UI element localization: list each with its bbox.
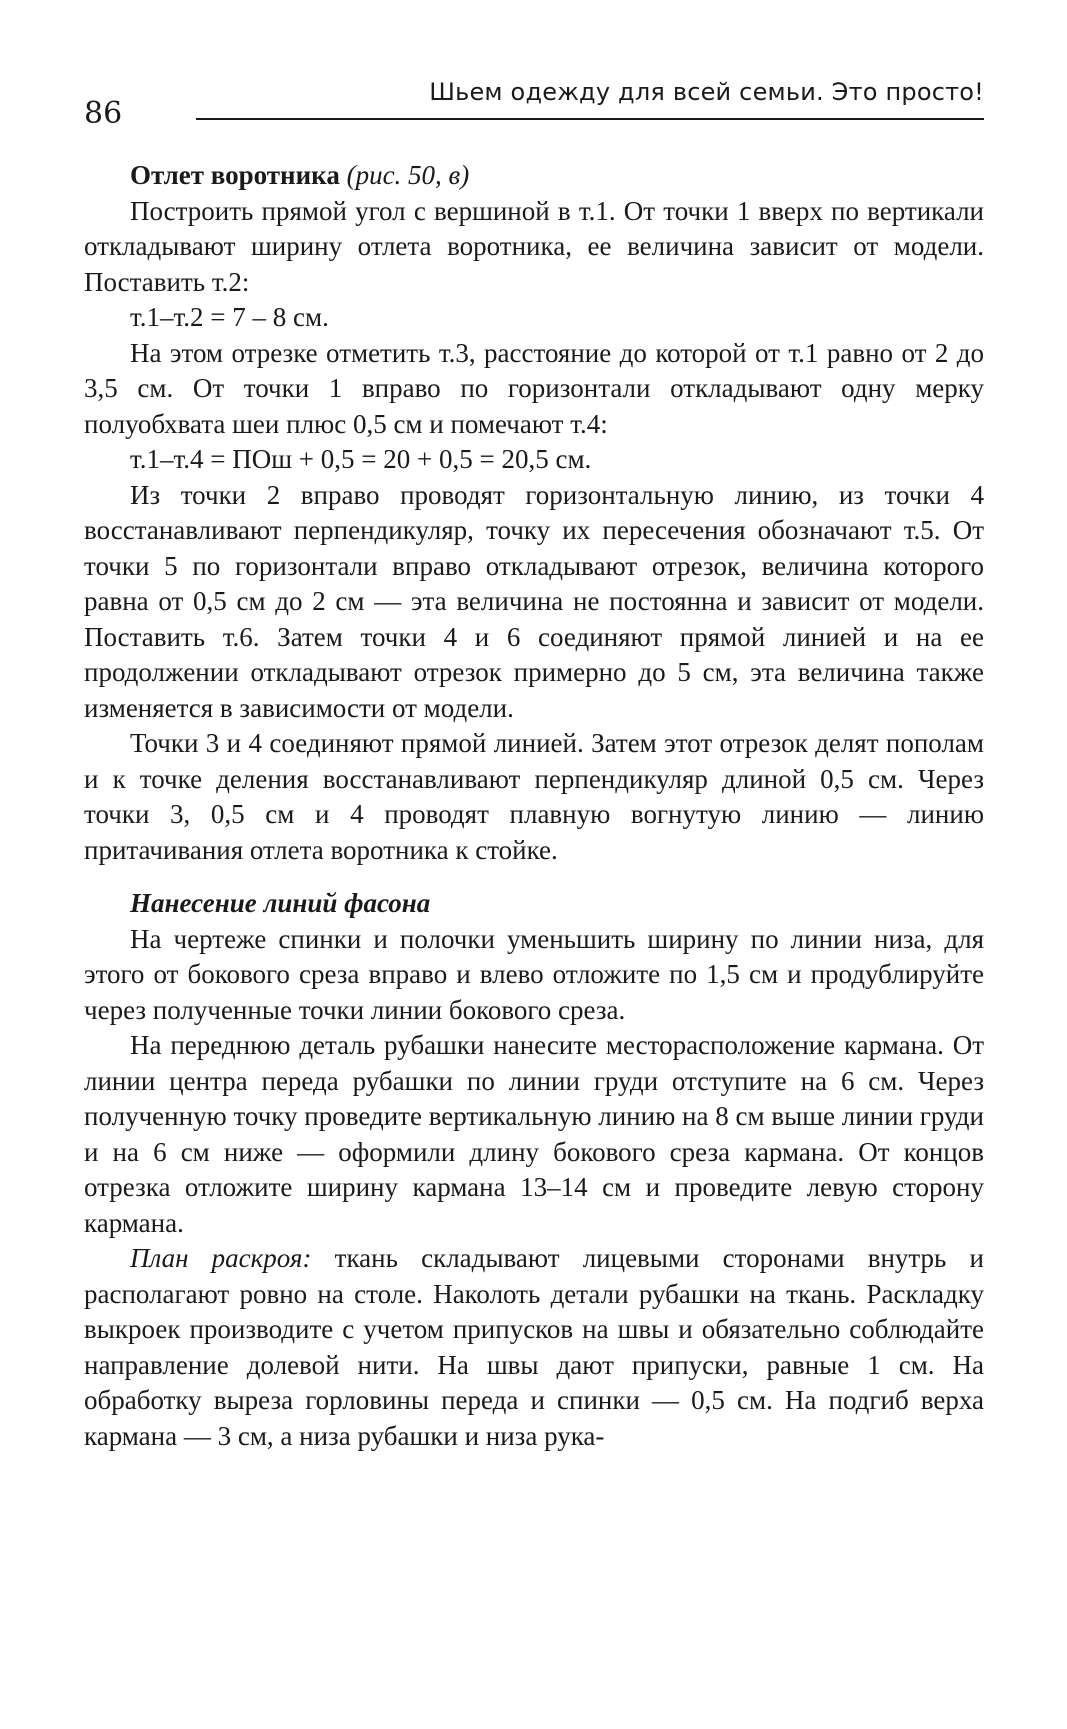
figure-reference: (рис. 50, в) bbox=[346, 160, 470, 190]
paragraph: На переднюю деталь рубашки нанесите месторасположение кармана. От линии центра переда рубашки по линии груди отступите на 6 см. Через полученную точку проведите вертикальную линию на 8 см выше линии груди и на 6 см ниже — оформили длину бокового среза кармана. От концов отрезка отложите ширину кармана 13–14 см и проведите левую сторону кармана. bbox=[84, 1030, 984, 1238]
section-heading bbox=[84, 886, 984, 922]
paragraph bbox=[84, 1241, 984, 1454]
section-title-collar: Отлет воротника bbox=[130, 160, 340, 190]
formula: т.1–т.4 = ПОш + 0,5 = 20 + 0,5 = 20,5 см. bbox=[130, 444, 592, 474]
paragraph: Построить прямой угол с вершиной в т.1. От точки 1 вверх по вертикали откладывают ширину отлета воротника, ее величина зависит от модели. Поставить т.2: bbox=[84, 195, 984, 297]
paragraph: Точки 3 и 4 соединяют прямой линией. Затем этот отрезок делят пополам и к точке деления восстанавливают перпендикуляр длиной 0,5 см. Через точки 3, 0,5 см и 4 проводят плавную вогнутую линию — линию притачивания отлета воротника к стойке. bbox=[84, 728, 984, 865]
running-title: Шьем одежду для всей семьи. Это просто! bbox=[429, 78, 984, 106]
page-content bbox=[84, 158, 984, 1454]
paragraph: На этом отрезке отметить т.3, расстояние до которой от т.1 равно от 2 до 3,5 см. От точки 1 вправо по горизонтали откладывают одну мерку полуобхвата шеи плюс 0,5 см и помечают т.4: bbox=[84, 337, 984, 439]
page-number: 86 bbox=[84, 96, 123, 131]
page-header bbox=[84, 70, 984, 130]
section-heading bbox=[84, 158, 984, 194]
section-title-style-lines: Нанесение линий фасона bbox=[130, 888, 431, 918]
header-rule bbox=[196, 118, 984, 120]
formula: т.1–т.2 = 7 – 8 см. bbox=[130, 302, 329, 332]
cutting-plan-lead: План раскроя: bbox=[130, 1243, 312, 1273]
paragraph: На чертеже спинки и полочки уменьшить ширину по линии низа, для этого от бокового среза вправо и влево отложите по 1,5 см и продублируйте через полученные точки линии бокового среза. bbox=[84, 923, 984, 1025]
cutting-plan-text: ткань складывают лицевыми сторонами внутрь и располагают ровно на столе. Наколоть детали рубашки на ткань. Раскладку выкроек производите с учетом припусков на швы и обязательно соблюдайте направление долевой нити. На швы дают припуски, равные 1 см. На обработку выреза горловины переда и спинки — 0,5 см. На подгиб верха кармана — 3 см, а низа рубашки и низа рука- bbox=[84, 1243, 985, 1451]
paragraph: Из точки 2 вправо проводят горизонтальную линию, из точки 4 восстанавливают перпендикуляр, точку их пересечения обозначают т.5. От точки 5 по горизонтали вправо откладывают отрезок, величина которого равна от 0,5 см до 2 см — эта величина не постоянна и зависит от модели. Поставить т.6. Затем точки 4 и 6 соединяют прямой линией и на ее продолжении откладывают отрезок примерно до 5 см, эта величина также изменяется в зависимости от модели. bbox=[84, 479, 984, 723]
